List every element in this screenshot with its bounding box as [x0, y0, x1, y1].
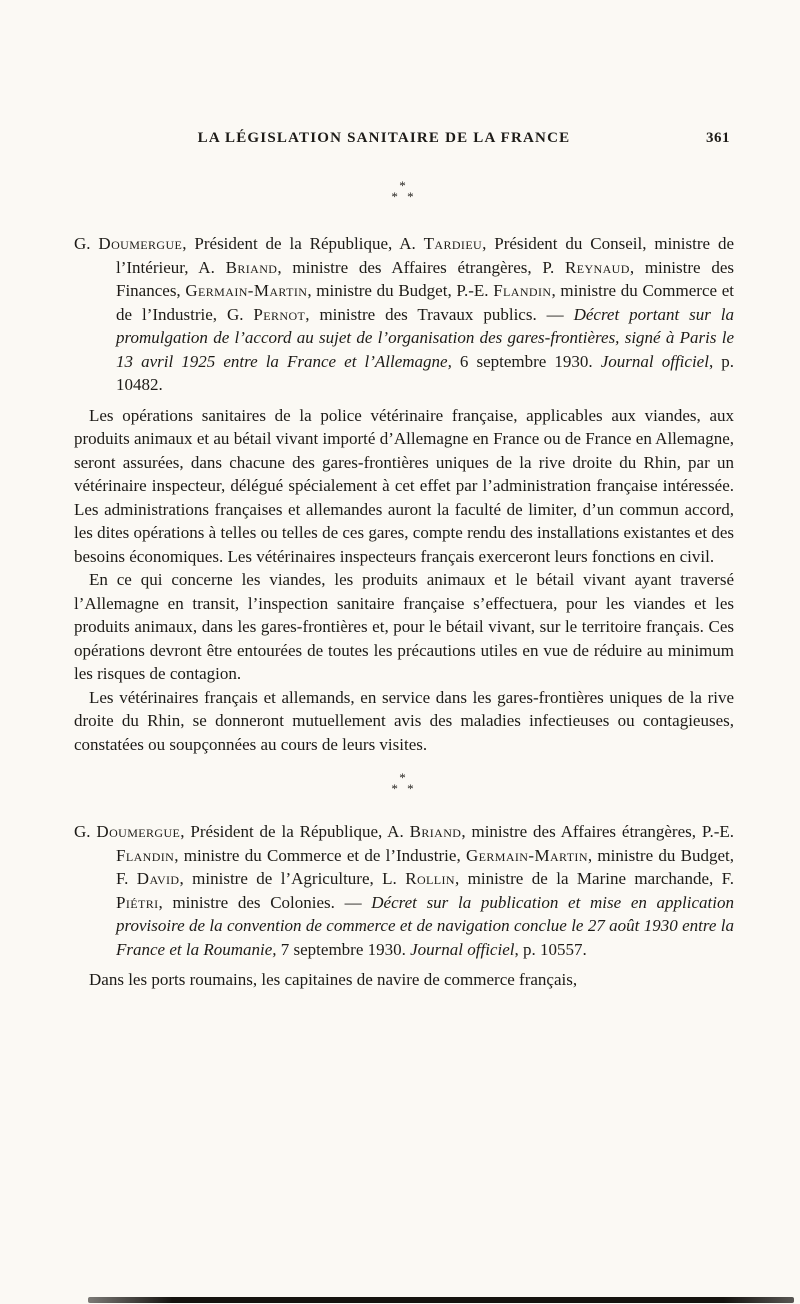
body-paragraph-3: Les vétérinaires français et allemands, en service dans les gares-frontières uniques de la rive droite du Rhin, se donneront mutuellement avis des maladies infectieuses ou contagieuses, constatées ou soupçonnées au cours de leurs visites.	[74, 687, 734, 754]
asterism-top: *	[399, 178, 409, 193]
asterism-bottom: * *	[391, 189, 417, 204]
body-paragraph-2: En ce qui concerne les viandes, les produits animaux et le bétail vivant ayant traversé l’Allemagne en transit, l’inspection sanitaire française s’effectuera, pour les viandes et les produits animaux, dans les gares-frontières et, pour le bétail vivant, sur le territoire français. Ces opérations devront être entourées de toutes les précautions utiles en vue de réduire au minimum les risques de contagion.	[74, 570, 734, 683]
running-head	[74, 128, 734, 148]
section-separator-asterism-2	[74, 772, 734, 794]
decree-headnote-2: G. Doumergue, Président de la République, A. Briand, ministre des Affaires étrangères, P.-E. Flandin, ministre du Commerce et de l’Industrie, Germain-Martin, ministre du Budget, F. David, ministre de l’Agriculture, L. Rollin, ministre de la Marine marchande, F. Piétri, ministre des Colonies. — Décret sur la publication et mise en application provisoire de la convention de commerce et de navigation conclue le 27 août 1930 entre la France et la Roumanie, 7 septembre 1930. Journal officiel, p. 10557.	[74, 822, 735, 959]
document-text-block	[74, 232, 734, 992]
asterism-top: *	[399, 770, 409, 785]
asterism-bottom: * *	[391, 781, 417, 796]
page-title: LA LÉGISLATION SANITAIRE DE LA FRANCE	[197, 130, 571, 146]
body-paragraph-1: Les opérations sanitaires de la police vétérinaire française, applicables aux viandes, aux produits animaux et au bétail vivant importé d’Allemagne en France ou de France en Allemagne, seront assurées, dans chacune des gares-frontières uniques de la rive droite du Rhin, par un vétérinaire inspecteur, délégué spécialement à cet effet par l’administration française intéressée. Les administrations françaises et allemandes auront la faculté de limiter, d’un commun accord, les dites opérations à telles ou telles de ces gares, compte rendu des installations existantes et des besoins économiques. Les vétérinaires inspecteurs français exerceront leurs fonctions en civil.	[74, 405, 734, 566]
decree-headnote-1: G. Doumergue, Président de la République, A. Tardieu, Président du Conseil, ministre de l’Intérieur, A. Briand, ministre des Affaires étrangères, P. Reynaud, ministre des Finances, Germain-Martin, ministre du Budget, P.-E. Flandin, ministre du Commerce et de l’Industrie, G. Pernot, ministre des Travaux publics. — Décret portant sur la promulgation de l’accord au sujet de l’organisation des gares-frontières, signé à Paris le 13 avril 1925 entre la France et l’Allemagne, 6 septembre 1930. Journal officiel, p. 10482.	[74, 234, 735, 394]
section-separator-asterism	[74, 180, 734, 202]
page-number: 361	[706, 130, 730, 146]
scan-edge-artifact	[88, 1297, 794, 1303]
body-paragraph-4: Dans les ports roumains, les capitaines de navire de commerce français,	[89, 970, 578, 989]
